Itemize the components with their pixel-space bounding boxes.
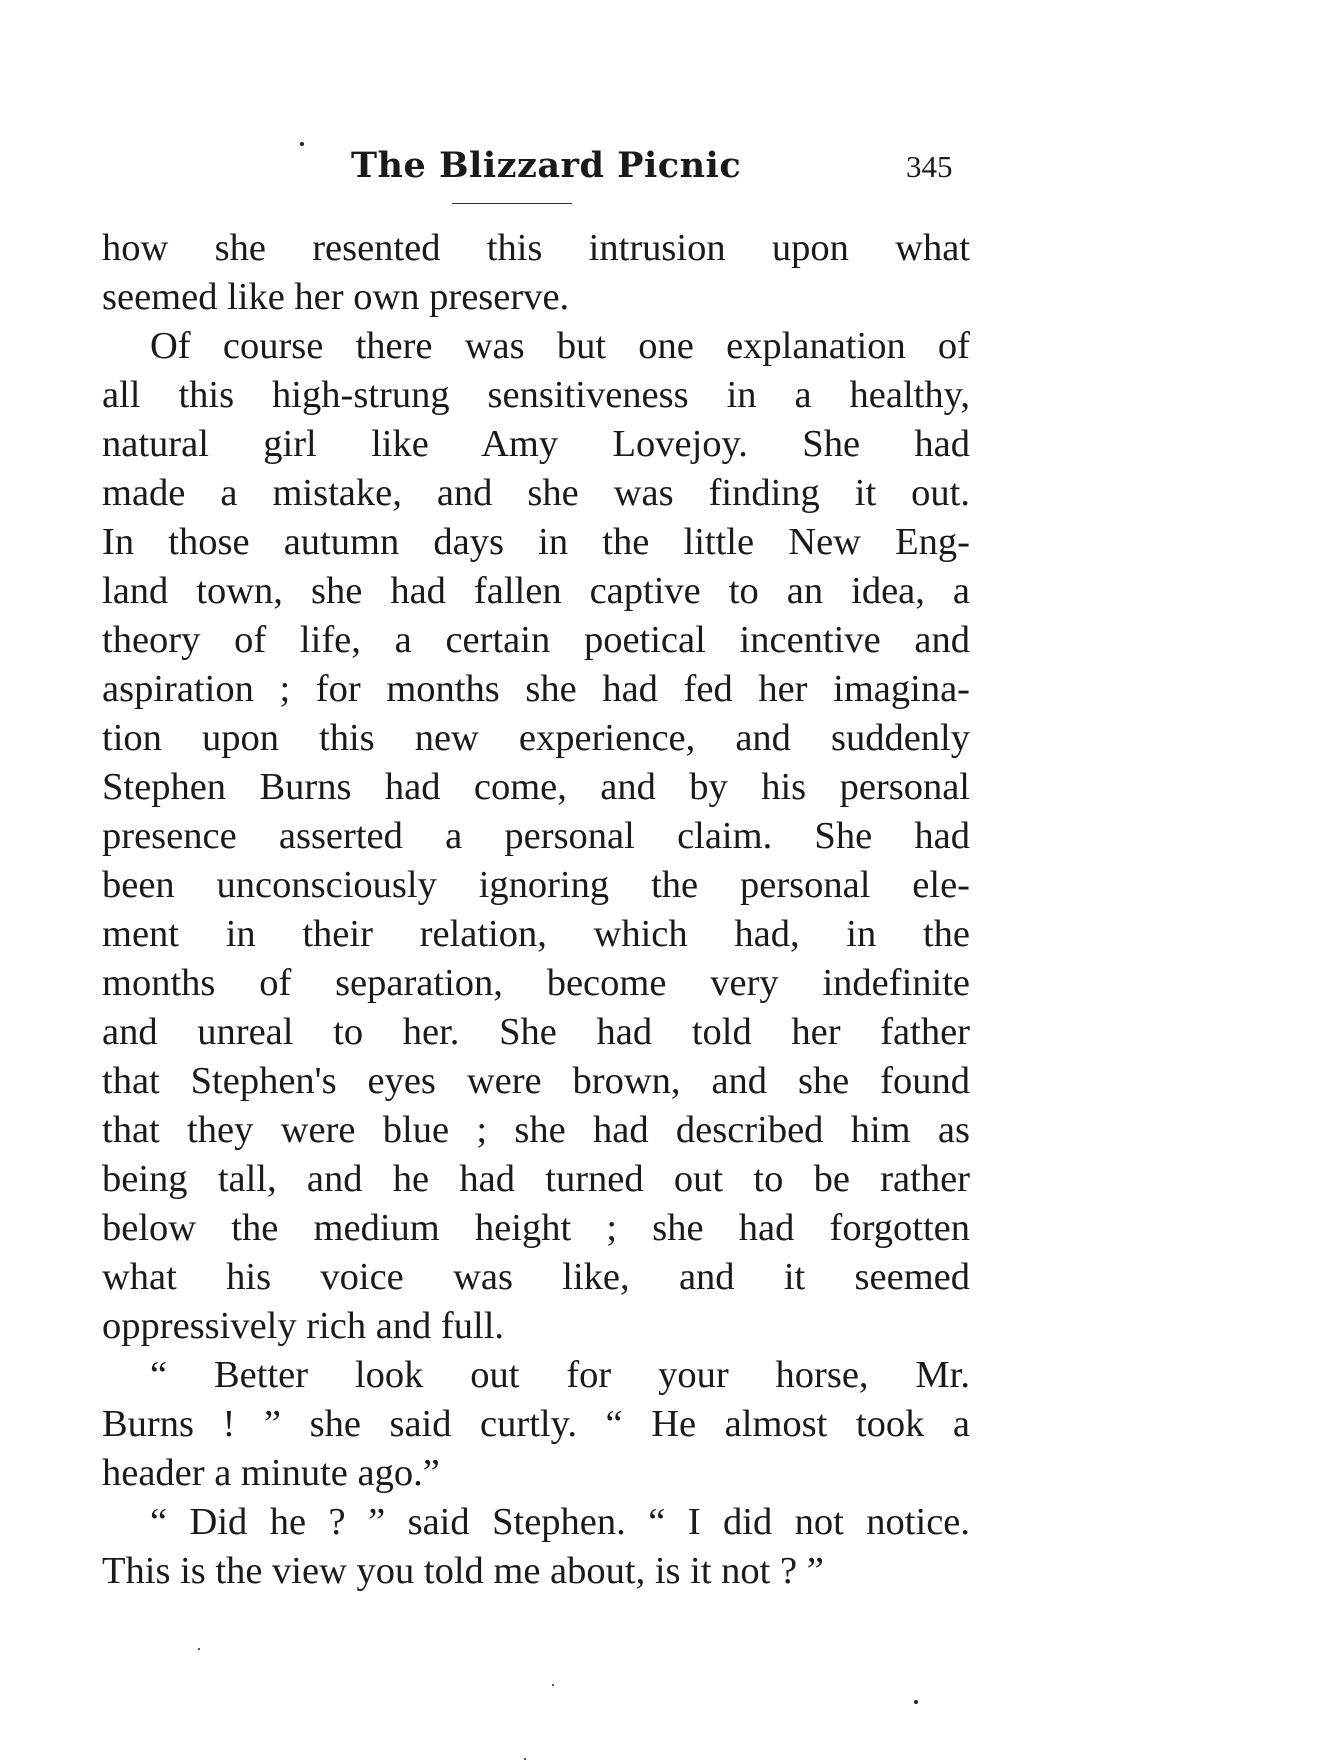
text-line: aspiration ; for months she had fed her imagina-: [102, 668, 970, 710]
print-speck: [552, 1684, 554, 1686]
text-line: presence asserted a personal claim. She had: [102, 815, 970, 857]
paragraph: [102, 1351, 970, 1498]
text-line: been unconsciously ignoring the personal ele-: [102, 864, 970, 906]
text-line: that Stephen's eyes were brown, and she found: [102, 1060, 970, 1102]
text-line: “ Did he ? ” said Stephen. “ I did not notice.: [150, 1501, 970, 1543]
print-speck: [300, 142, 304, 146]
text-line: that they were blue ; she had described him as: [102, 1109, 970, 1151]
text-line: made a mistake, and she was finding it out.: [102, 472, 970, 514]
text-line: “ Better look out for your horse, Mr.: [150, 1354, 970, 1396]
text-line: how she resented this intrusion upon what: [102, 227, 970, 269]
text-line: In those autumn days in the little New Eng-: [102, 521, 970, 563]
print-speck: [524, 1758, 526, 1760]
text-line: ment in their relation, which had, in the: [102, 913, 970, 955]
text-line: land town, she had fallen captive to an idea, a: [102, 570, 970, 612]
print-speck: [914, 1700, 918, 1704]
text-line: header a minute ago.”: [102, 1452, 440, 1494]
text-line: and unreal to her. She had told her father: [102, 1011, 970, 1053]
body-text: [102, 224, 970, 1596]
text-line: natural girl like Amy Lovejoy. She had: [102, 423, 970, 465]
page-number: 345: [906, 149, 953, 184]
text-line: months of separation, become very indefinite: [102, 962, 970, 1004]
text-line: what his voice was like, and it seemed: [102, 1256, 970, 1298]
print-speck: [198, 1648, 200, 1650]
header-rule: [452, 203, 572, 204]
text-line: tion upon this new experience, and suddenly: [102, 717, 970, 759]
text-line: This is the view you told me about, is it not ? ”: [102, 1550, 824, 1592]
paragraph: [102, 1498, 970, 1596]
text-line: seemed like her own preserve.: [102, 276, 570, 318]
text-line: being tall, and he had turned out to be rather: [102, 1158, 970, 1200]
text-line: Of course there was but one explanation of: [150, 325, 970, 367]
paragraph: [102, 224, 970, 322]
text-line: all this high-strung sensitiveness in a healthy,: [102, 374, 970, 416]
text-line: Stephen Burns had come, and by his personal: [102, 766, 970, 808]
text-line: below the medium height ; she had forgotten: [102, 1207, 970, 1249]
paragraph: [102, 322, 970, 1351]
text-line: oppressively rich and full.: [102, 1305, 505, 1347]
text-line: Burns ! ” she said curtly. “ He almost took a: [102, 1403, 970, 1445]
text-line: theory of life, a certain poetical incentive and: [102, 619, 970, 661]
running-head: [0, 145, 1321, 195]
running-title: The Blizzard Picnic: [351, 145, 742, 186]
